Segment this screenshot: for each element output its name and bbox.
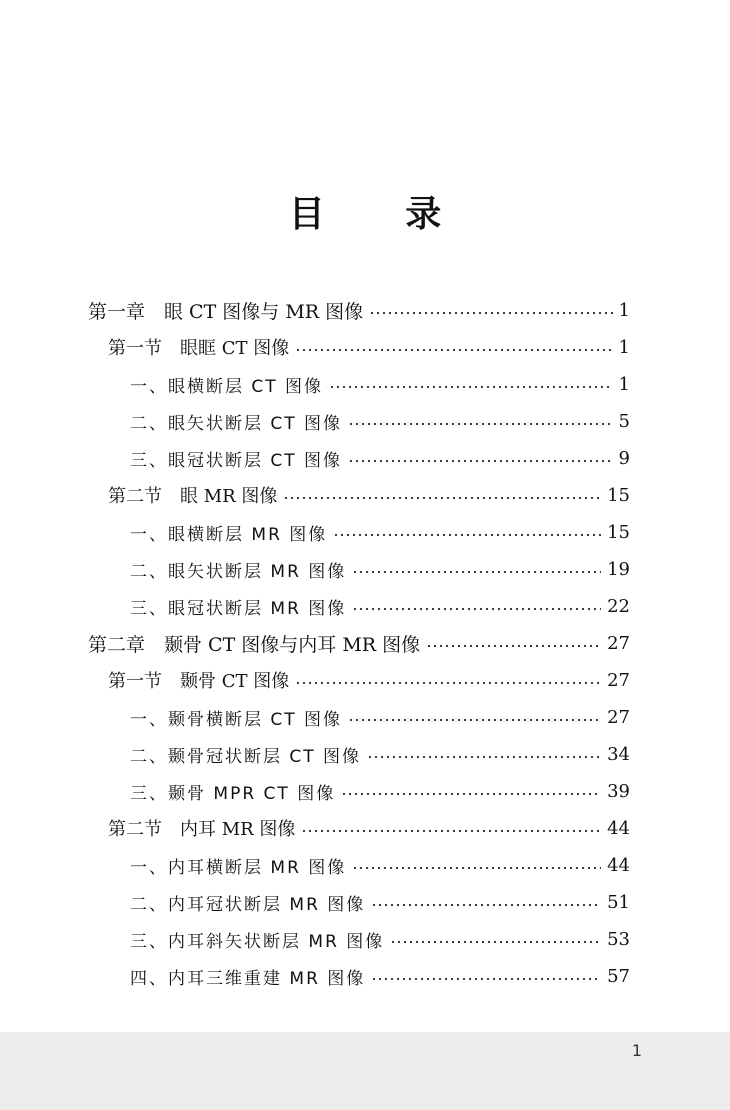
- toc-entry-text: 一、眼横断层 MR 图像: [130, 524, 328, 545]
- toc-entry-text: 二、颞骨冠状断层 CT 图像: [130, 746, 362, 767]
- page-title: 目 录: [288, 194, 476, 235]
- toc-entry-chapter[interactable]: [88, 295, 630, 325]
- toc-entry-section[interactable]: [108, 813, 630, 843]
- toc-page-number: 1: [618, 336, 630, 358]
- toc-entry-subsection[interactable]: [130, 517, 630, 547]
- dot-leader: [348, 459, 612, 463]
- dot-leader: [352, 570, 601, 574]
- toc-entry-text: 四、内耳三维重建 MR 图像: [130, 968, 366, 989]
- toc-page-number: 44: [607, 854, 630, 876]
- toc-entry-section[interactable]: [108, 665, 630, 695]
- toc-entry-text: 第一章 眼 CT 图像与 MR 图像: [88, 300, 364, 323]
- toc-entry-subsection[interactable]: [130, 554, 630, 584]
- dot-leader: [301, 829, 601, 833]
- toc-page-number: 27: [607, 706, 630, 728]
- toc-entry-text: 二、眼矢状断层 MR 图像: [130, 561, 347, 582]
- toc-entry-section[interactable]: [108, 480, 630, 510]
- toc-entry-text: 第二章 颞骨 CT 图像与内耳 MR 图像: [88, 633, 421, 656]
- toc-entry-text: 三、内耳斜矢状断层 MR 图像: [130, 931, 385, 952]
- toc-page-number: 53: [607, 928, 630, 950]
- dot-leader: [426, 644, 601, 648]
- dot-leader: [352, 866, 601, 870]
- toc-page-number: 5: [618, 410, 630, 432]
- toc-page-number: 57: [607, 965, 630, 987]
- toc-entry-text: 二、内耳冠状断层 MR 图像: [130, 894, 366, 915]
- dot-leader: [295, 348, 612, 352]
- toc-entry-section[interactable]: [108, 332, 630, 362]
- toc-page-number: 1: [618, 373, 630, 395]
- dot-leader: [333, 533, 601, 537]
- toc-page-number: 27: [607, 669, 630, 691]
- dot-leader: [371, 977, 601, 981]
- dot-leader: [348, 718, 601, 722]
- toc-entry-subsection[interactable]: [130, 406, 630, 436]
- dot-leader: [390, 940, 601, 944]
- dot-leader: [369, 311, 612, 315]
- toc-entry-subsection[interactable]: [130, 887, 630, 917]
- toc-entry-text: 第二节 眼 MR 图像: [108, 486, 278, 507]
- toc-page-number: 44: [607, 817, 630, 839]
- dot-leader: [283, 496, 601, 500]
- toc-entry-subsection[interactable]: [130, 739, 630, 769]
- dot-leader: [348, 422, 612, 426]
- toc-entry-subsection[interactable]: [130, 443, 630, 473]
- dot-leader: [295, 681, 601, 685]
- toc-entry-chapter[interactable]: [88, 628, 630, 658]
- toc-entry-text: 一、颞骨横断层 CT 图像: [130, 709, 343, 730]
- toc-entry-subsection[interactable]: [130, 961, 630, 991]
- toc-page-number: 51: [607, 891, 630, 913]
- toc-entry-subsection[interactable]: [130, 369, 630, 399]
- toc-entry-text: 一、眼横断层 CT 图像: [130, 376, 324, 397]
- toc-page-number: 1: [618, 299, 630, 321]
- toc-entry-subsection[interactable]: [130, 702, 630, 732]
- dot-leader: [352, 607, 601, 611]
- toc-page-number: 39: [607, 780, 630, 802]
- toc-page-number: 9: [618, 447, 630, 469]
- dot-leader: [367, 755, 601, 759]
- toc-page-number: 15: [607, 521, 630, 543]
- dot-leader: [371, 903, 601, 907]
- toc-entry-subsection[interactable]: [130, 591, 630, 621]
- toc-entry-text: 二、眼矢状断层 CT 图像: [130, 413, 343, 434]
- toc-page-number: 34: [607, 743, 630, 765]
- toc-entry-text: 第一节 眼眶 CT 图像: [108, 338, 290, 359]
- toc-entry-text: 三、颞骨 MPR CT 图像: [130, 783, 336, 804]
- page-footer: [0, 1032, 730, 1110]
- toc-entry-text: 三、眼冠状断层 MR 图像: [130, 598, 347, 619]
- toc-entry-text: 三、眼冠状断层 CT 图像: [130, 450, 343, 471]
- toc-entry-text: 一、内耳横断层 MR 图像: [130, 857, 347, 878]
- page-number: 1: [631, 1041, 642, 1060]
- toc-page-number: 22: [607, 595, 630, 617]
- toc-entry-text: 第一节 颞骨 CT 图像: [108, 671, 290, 692]
- dot-leader: [341, 792, 601, 796]
- toc-entry-subsection[interactable]: [130, 924, 630, 954]
- toc-entry-subsection[interactable]: [130, 850, 630, 880]
- toc-page-number: 27: [607, 632, 630, 654]
- toc-page-number: 19: [607, 558, 630, 580]
- toc-entry-subsection[interactable]: [130, 776, 630, 806]
- toc-page-number: 15: [607, 484, 630, 506]
- dot-leader: [329, 385, 612, 389]
- toc-entry-text: 第二节 内耳 MR 图像: [108, 819, 296, 840]
